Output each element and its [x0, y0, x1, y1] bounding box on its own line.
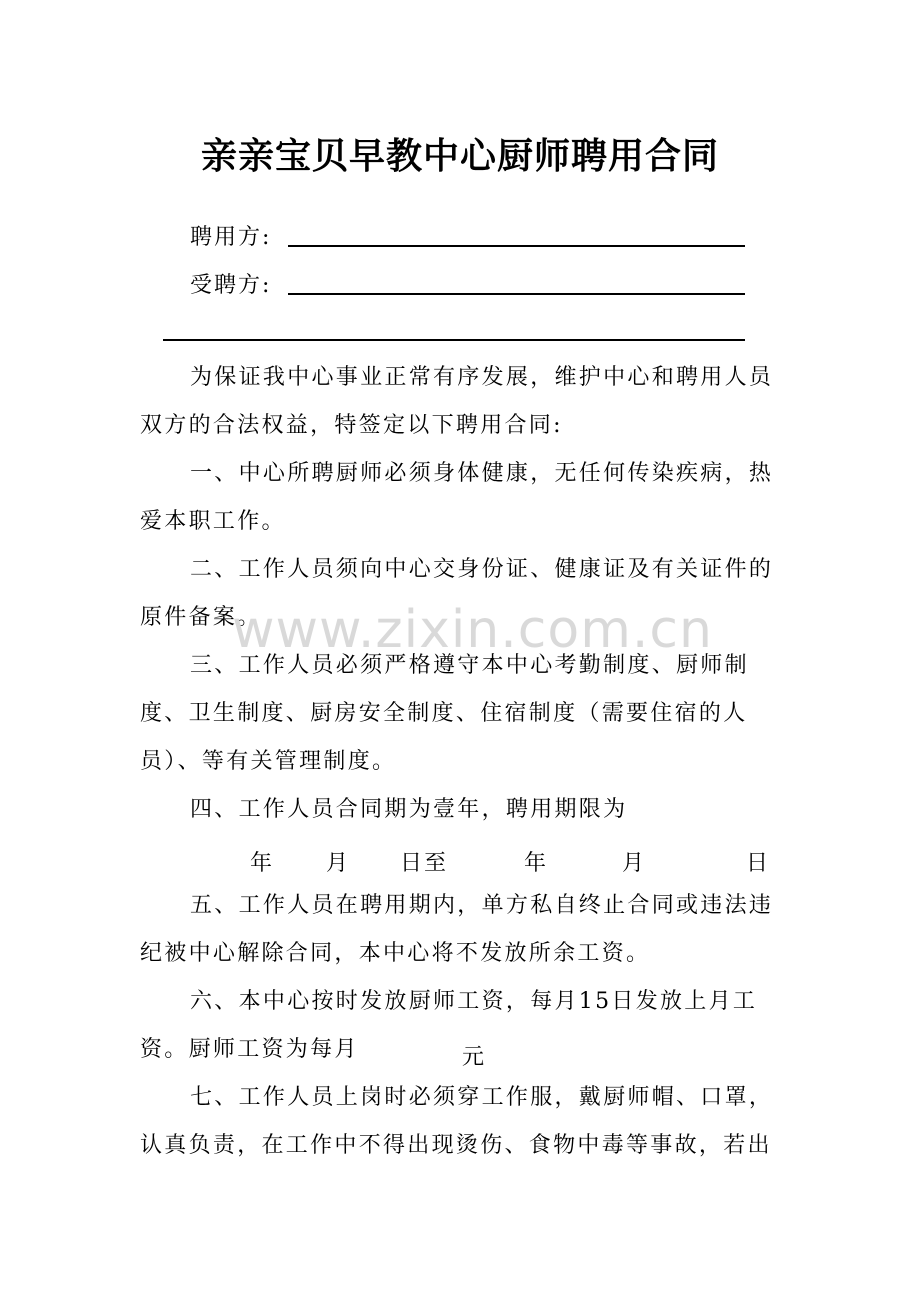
term-year-2: 年 — [524, 851, 549, 876]
clause-6: 六、本中心按时发放厨师工资，每月15日发放上月工资。厨师工资为每月 — [140, 989, 758, 1062]
term-year-1: 年 — [250, 851, 275, 876]
clause-5: 五、工作人员在聘用期内，单方私自终止合同或违法违纪被中心解除合同，本中心将不发放所余工资。 — [140, 893, 774, 966]
employer-label: 聘用方: — [190, 225, 272, 250]
contract-title: 亲亲宝贝早教中心厨师聘用合同 — [200, 135, 719, 177]
employee-label: 受聘方: — [190, 273, 272, 298]
clause-4: 四、工作人员合同期为壹年，聘用期限为 — [190, 797, 628, 822]
term-day-1-to: 日至 — [400, 851, 449, 876]
employer-underline — [288, 245, 745, 247]
salary-unit: 元 — [462, 1045, 487, 1070]
clause-7: 七、工作人员上岗时必须穿工作服，戴厨师帽、口罩，认真负责，在工作中不得出现烫伤、食物中毒等事故，若出 — [140, 1085, 774, 1158]
watermark: www.zixin.com.cn — [232, 600, 713, 660]
blank-underline — [163, 339, 745, 341]
term-month-2: 月 — [622, 851, 647, 876]
clause-1: 一、中心所聘厨师必须身体健康，无任何传染疾病，热爱本职工作。 — [140, 461, 774, 534]
term-day-2: 日 — [746, 851, 771, 876]
term-month-1: 月 — [326, 851, 351, 876]
clause-3: 三、工作人员必须严格遵守本中心考勤制度、厨师制度、卫生制度、厨房安全制度、住宿制度（需要住宿的人员）、等有关管理制度。 — [140, 653, 749, 774]
clause-2: 二、工作人员须向中心交身份证、健康证及有关证件的原件备案。 — [140, 557, 774, 630]
employee-underline — [288, 293, 745, 295]
intro-paragraph: 为保证我中心事业正常有序发展，维护中心和聘用人员双方的合法权益，特签定以下聘用合同: — [140, 365, 774, 438]
